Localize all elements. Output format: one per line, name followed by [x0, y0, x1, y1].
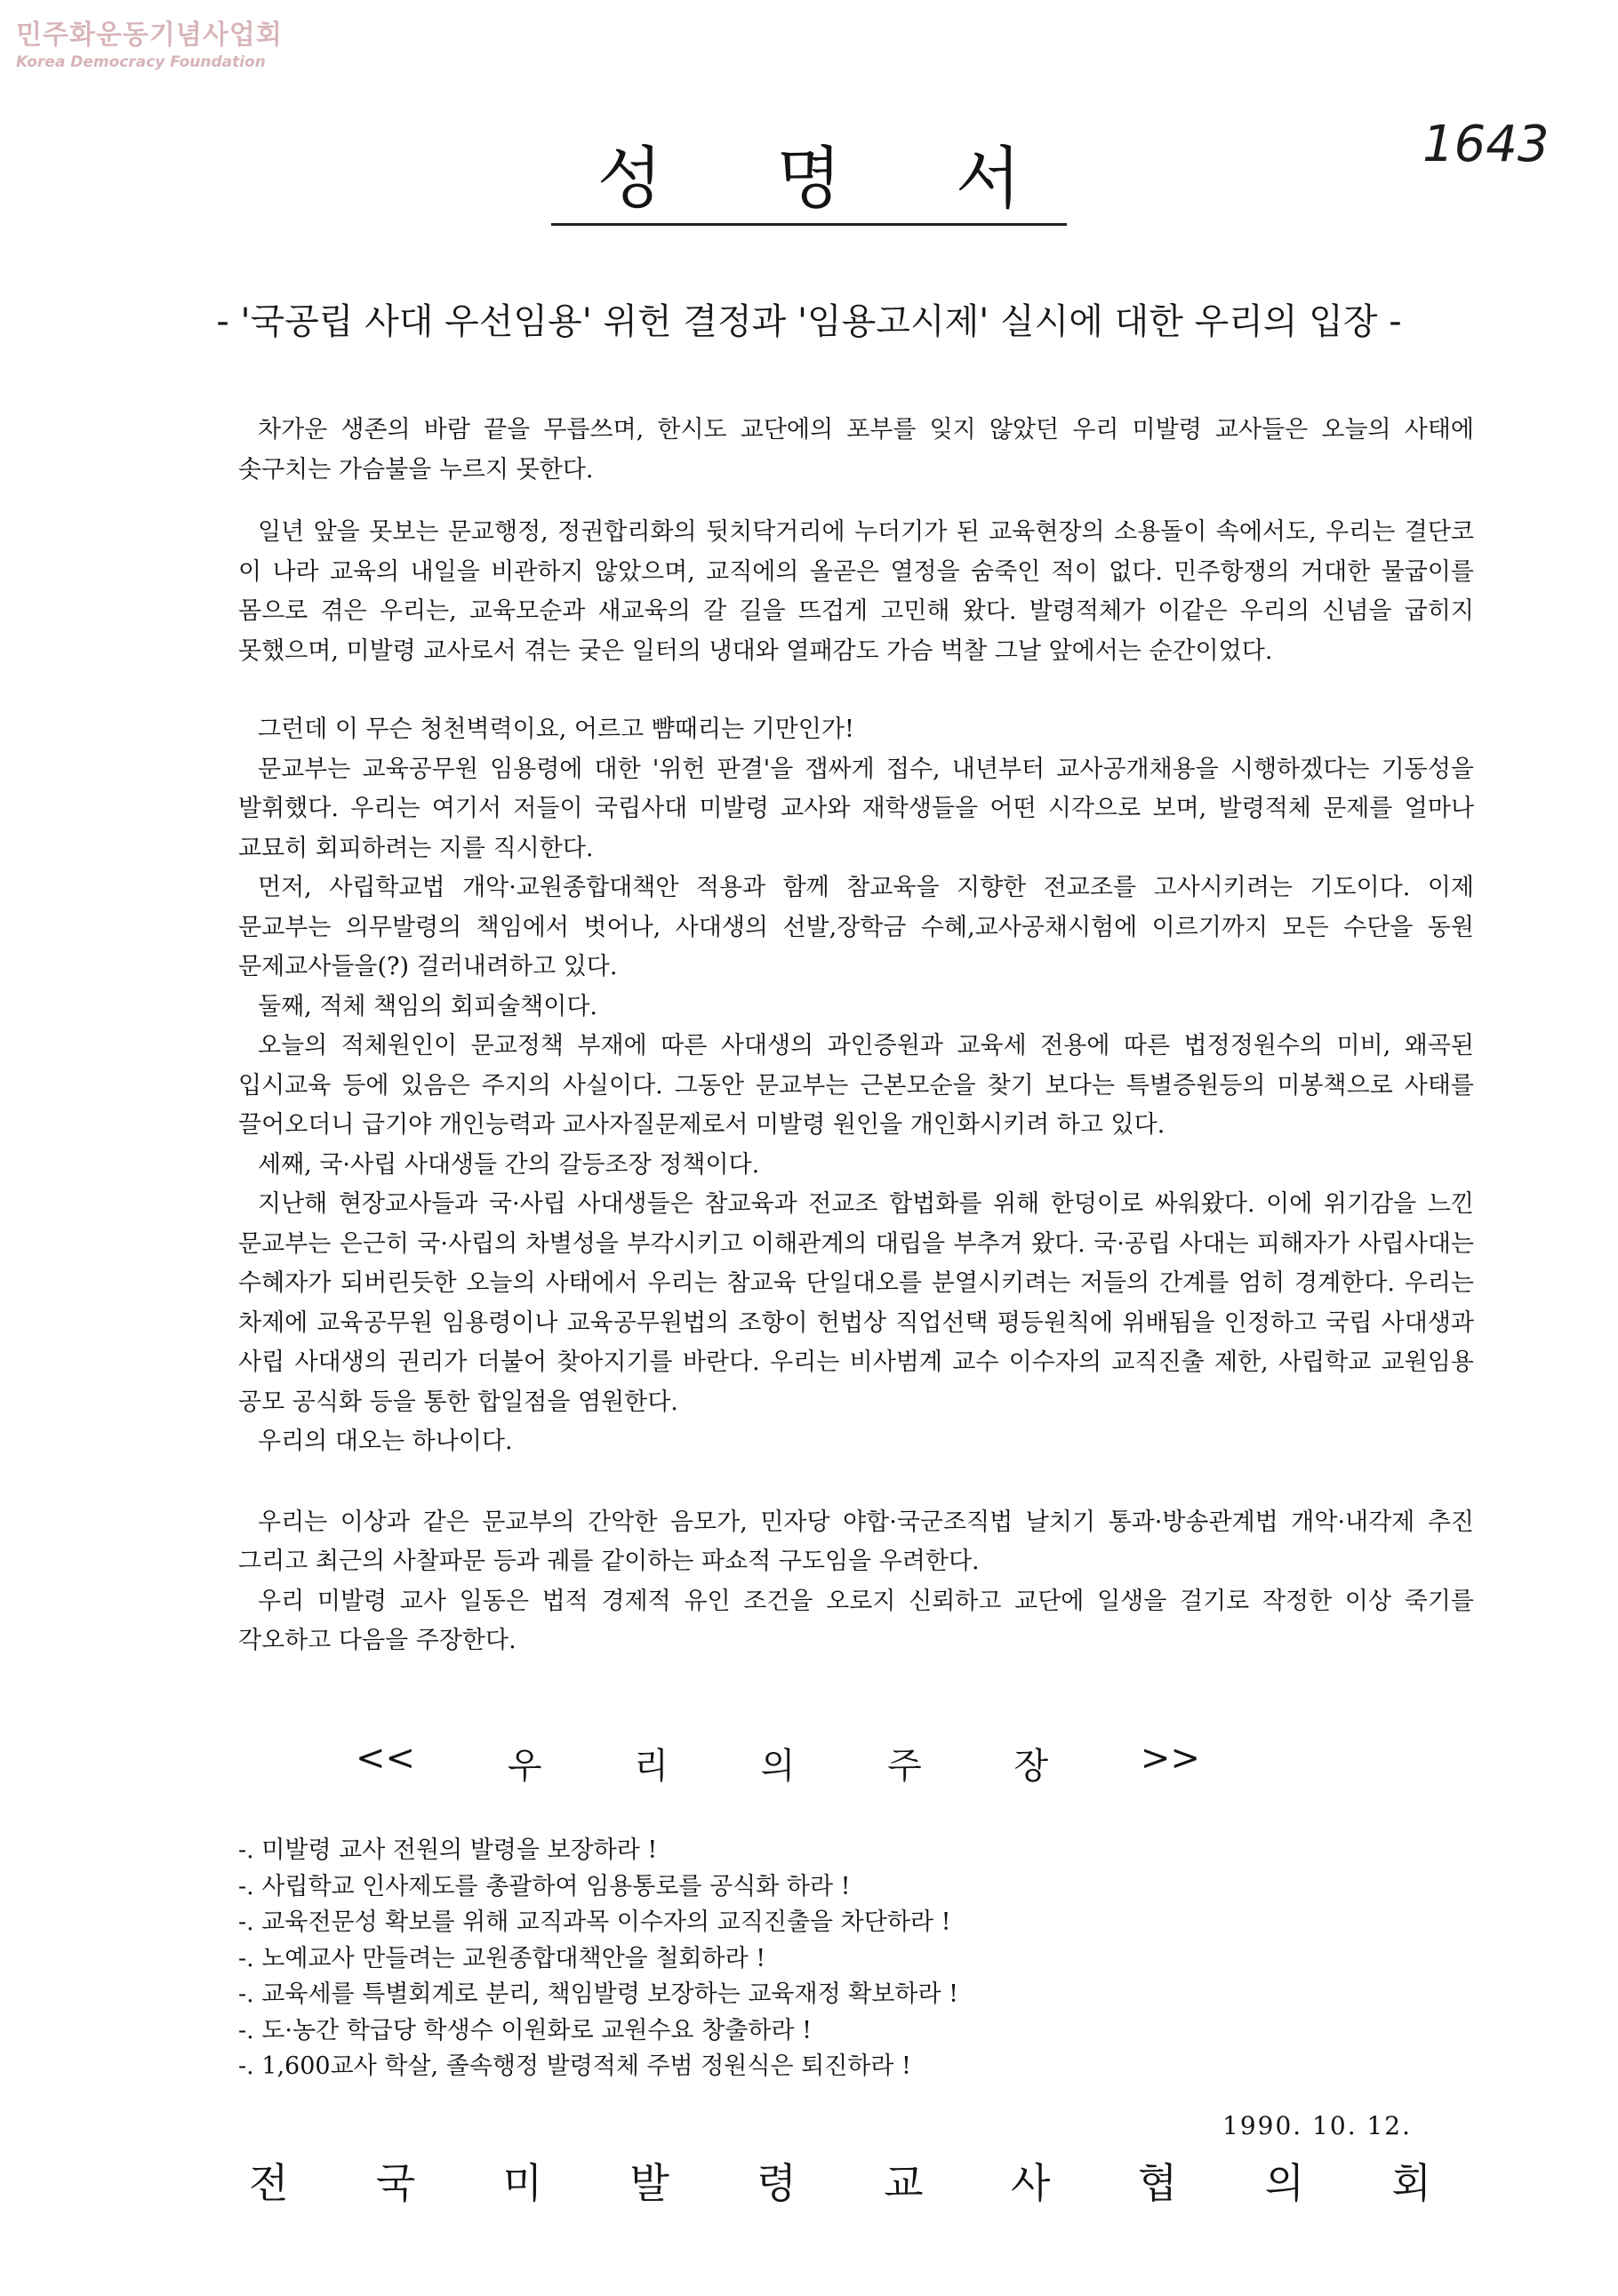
subtitle: - '국공립 사대 우선임용' 위헌 결정과 '임용고시제' 실시에 대한 우리의 입장 -	[216, 301, 1402, 342]
paragraph-third-heading: 세째, 국·사립 사대생들 간의 갈등조장 정책이다.	[258, 1150, 760, 1179]
statement-body	[238, 411, 1474, 1661]
paragraph-intro: 차가운 생존의 바람 끝을 무릅쓰며, 한시도 교단에의 포부를 잊지 않았던 우리 미발령 교사들은 오늘의 사태에 솟구치는 가슴불을 누르지 못한다.	[238, 416, 1474, 484]
watermark-korean: 민주화운동기념사업회	[16, 20, 283, 51]
paragraph-unity: 우리의 대오는 하나이다.	[258, 1428, 513, 1455]
claims-heading-close: >>	[1140, 1738, 1200, 1779]
document-number: 1643	[1422, 116, 1550, 173]
claims-heading-char: 주	[887, 1746, 922, 1787]
signature-char: 협	[1137, 2159, 1178, 2207]
paragraph-exclamation: 그런데 이 무슨 청천벽력이요, 어르고 뺨때리는 기만인가!	[258, 716, 854, 743]
signature-char: 사	[1010, 2159, 1051, 2207]
claim-item: -. 노예교사 만들려는 교원종합대책안을 철회하라 !	[238, 1944, 766, 1972]
document-date: 1990. 10. 12.	[1222, 2111, 1413, 2140]
claims-heading-char: 우	[507, 1746, 542, 1787]
paragraph-ministry-action: 문교부는 교육공무원 임용령에 대한 '위헌 판결'을 잽싸게 접수, 내년부터 교사공개채용을 시행하겠다는 기동성을 발휘했다. 우리는 여기서 저들이 국립사대 미발령 교사와 재학생들을 어떤 시각으로 보며, 발령적체 문제를 얼마나 교묘히 회피하려는 지를 직시한다.	[238, 755, 1474, 862]
signature-char: 령	[757, 2159, 797, 2207]
claim-item: -. 1,600교사 학살, 졸속행정 발령적체 주범 정원식은 퇴진하라 !	[238, 2052, 911, 2080]
signature-char: 회	[1391, 2159, 1431, 2207]
claim-item: -. 미발령 교사 전원의 발령을 보장하라 !	[238, 1836, 658, 1864]
claim-item: -. 도·농간 학급당 학생수 이원화로 교원수요 창출하라 !	[238, 2016, 812, 2044]
title-text: 성 명 서	[551, 139, 1068, 226]
signature-char: 교	[884, 2159, 924, 2207]
paragraph-first-point: 먼저, 사립학교법 개악·교원종합대책안 적용과 함께 참교육을 지향한 전교조를 고사시키려는 기도이다. 이제 문교부는 의무발령의 책임에서 벗어나, 사대생의 선발,장학금 수혜,교사공채시험에 이르기까지 모든 수단을 동원 문제교사들을(?) 걸러내려하고 있다.	[238, 874, 1474, 980]
claims-heading-char: 리	[634, 1746, 669, 1787]
claim-item: -. 교육세를 특별회계로 분리, 책임발령 보장하는 교육재정 확보하라 !	[238, 1980, 959, 2008]
paragraph-resolve: 우리 미발령 교사 일동은 법적 경제적 유인 조건을 오로지 신뢰하고 교단에 일생을 걸기로 작정한 이상 죽기를 각오하고 다음을 주장한다.	[238, 1587, 1474, 1654]
paragraph-second-heading: 둘째, 적체 책임의 회피술책이다.	[258, 992, 597, 1020]
claims-heading-open: <<	[356, 1738, 416, 1779]
signature-char: 전	[249, 2159, 289, 2207]
claim-item: -. 교육전문성 확보를 위해 교직과목 이수자의 교직진출을 차단하라 !	[238, 1908, 951, 1936]
signature-organization	[249, 2151, 1431, 2210]
claims-heading-char: 의	[760, 1746, 796, 1787]
watermark-english: Korea Democracy Foundation	[16, 53, 266, 71]
paragraph-third-point: 지난해 현장교사들과 국·사립 사대생들은 참교육과 전교조 합법화를 위해 한덩이로 싸워왔다. 이에 위기감을 느낀 문교부는 은근히 국·사립의 차별성을 부각시키고 이해관계의 대립을 부추겨 왔다. 국·공립 사대는 피해자가 사립사대는 수혜자가 되버린듯한 오늘의 사태에서 우리는 참교육 단일대오를 분열시키려는 저들의 간계를 엄히 경계한다. 우리는 차제에 교육공무원 임용령이나 교육공무원법의 조항이 헌법상 직업선택 평등원칙에 위배됨을 인정하고 국립 사대생과 사립 사대생의 권리가 더불어 찾아지기를 바란다. 우리는 비사범계 교수 이수자의 교직진출 제한, 사립학교 교원임용 공모 공식화 등을 통한 합일점을 염원한다.	[238, 1190, 1474, 1416]
claims-heading	[356, 1738, 1200, 1788]
claims-heading-char: 장	[1013, 1746, 1049, 1787]
page-title	[0, 124, 1618, 221]
paragraph-background: 일년 앞을 못보는 문교행정, 정권합리화의 뒷치닥거리에 누더기가 된 교육현장의 소용돌이 속에서도, 우리는 결단코 이 나라 교육의 내일을 비관하지 않았으며, 교직에의 올곧은 열정을 숨죽인 적이 없다. 민주항쟁의 거대한 물굽이를 몸으로 겪은 우리는, 교육모순과 새교육의 갈 길을 뜨겁게 고민해 왔다. 발령적체가 이같은 우리의 신념을 굽히지 못했으며, 미발령 교사로서 겪는 궂은 일터의 냉대와 열패감도 가슴 벅찰 그날 앞에서는 순간이었다.	[238, 518, 1474, 665]
paragraph-concern: 우리는 이상과 같은 문교부의 간악한 음모가, 민자당 야합·국군조직법 날치기 통과·방송관계법 개악·내각제 추진 그리고 최근의 사찰파문 등과 궤를 같이하는 파쇼적 구도임을 우려한다.	[238, 1508, 1474, 1575]
signature-char: 의	[1264, 2159, 1305, 2207]
claims-list	[238, 1833, 1474, 2085]
signature-char: 발	[629, 2159, 669, 2207]
signature-char: 미	[502, 2159, 543, 2207]
signature-char: 국	[375, 2159, 416, 2207]
claim-item: -. 사립학교 인사제도를 총괄하여 임용통로를 공식화 하라 !	[238, 1872, 851, 1900]
paragraph-second-point: 오늘의 적체원인이 문교정책 부재에 따른 사대생의 과인증원과 교육세 전용에 따른 법정정원수의 미비, 왜곡된 입시교육 등에 있음은 주지의 사실이다. 그동안 문교부는 근본모순을 찾기 보다는 특별증원등의 미봉책으로 사태를 끌어오더니 급기야 개인능력과 교사자질문제로서 미발령 원인을 개인화시키려 하고 있다.	[238, 1032, 1474, 1139]
watermark	[16, 12, 283, 71]
